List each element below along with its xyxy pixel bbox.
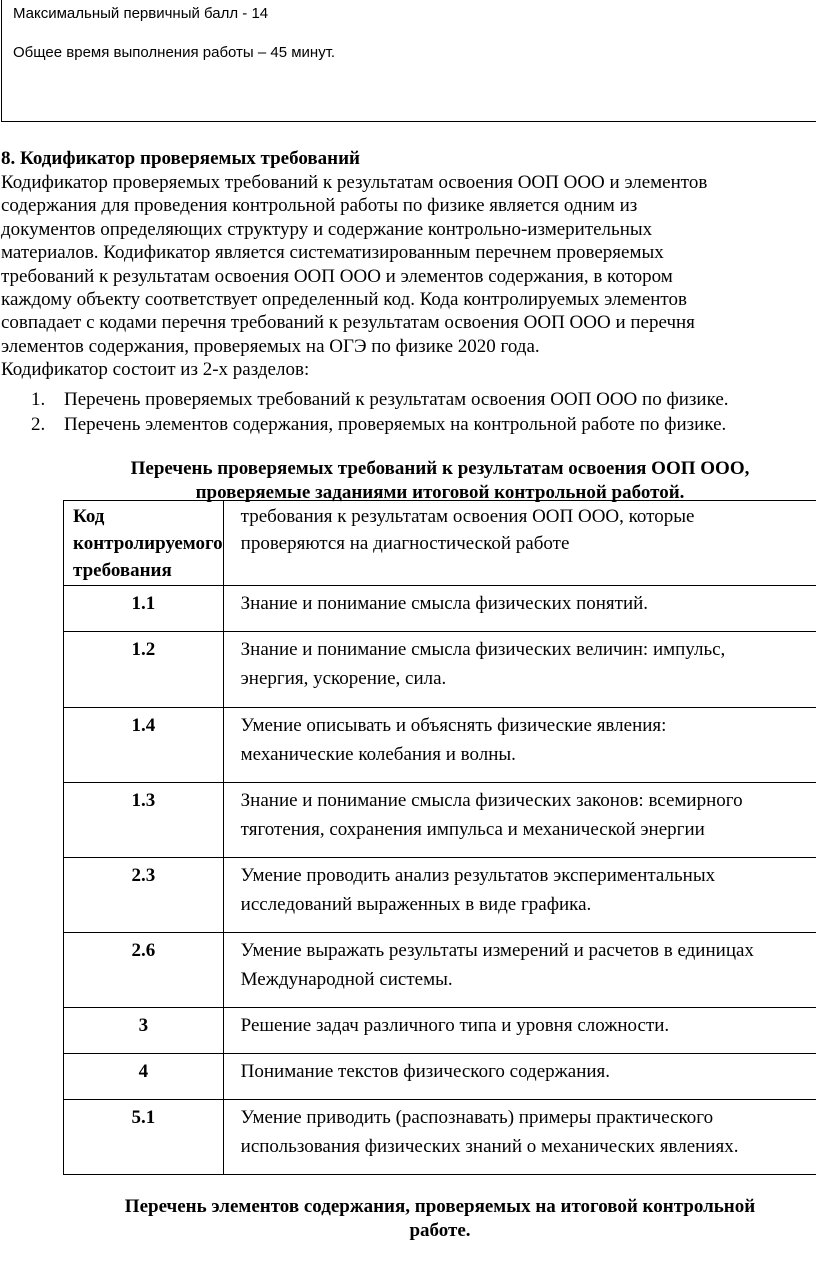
- code-cell: [64, 858, 224, 933]
- code-value: 1.2: [131, 639, 156, 660]
- code-cell: [64, 1008, 224, 1054]
- table-row: [64, 1100, 816, 1175]
- code-value: 2.3: [131, 865, 156, 886]
- table-row: [64, 632, 816, 708]
- header-code-line: требования: [73, 560, 172, 581]
- total-time-text: Общее время выполнения работы – 45 минут.: [13, 44, 336, 61]
- code-value: 1.1: [131, 593, 156, 614]
- paragraph-line: материалов. Кодификатор является систематизированным перечнем проверяемых: [1, 242, 664, 264]
- code-cell: [64, 1100, 224, 1175]
- desc-line: энергия, ускорение, сила.: [240, 668, 447, 689]
- code-value: 4: [138, 1061, 149, 1082]
- desc-cell: [223, 1100, 816, 1175]
- content-list-title: [40, 1195, 816, 1243]
- header-code-line: контролируемого: [73, 533, 223, 554]
- desc-cell: [223, 933, 816, 1008]
- header-code-line: Код: [73, 506, 105, 527]
- paragraph-line: каждому объекту соответствует определенный код. Кода контролируемых элементов: [1, 289, 687, 311]
- desc-cell: [223, 1008, 816, 1054]
- table-row: [64, 1008, 816, 1054]
- paragraph-line: Кодификатор проверяемых требований к результатам освоения ООП ООО и элементов: [1, 172, 708, 193]
- table-row: [64, 586, 816, 632]
- table-header-row: [64, 501, 816, 586]
- desc-line: Решение задач различного типа и уровня сложности.: [240, 1015, 670, 1036]
- desc-line: Международной системы.: [240, 969, 453, 990]
- codifier-paragraph: [1, 171, 816, 382]
- table-row: [64, 708, 816, 783]
- desc-line: Умение описывать и объяснять физические явления:: [240, 715, 667, 736]
- paragraph-line: совпадает с кодами перечня требований к результатам освоения ООП ООО и перечня: [1, 312, 695, 334]
- desc-cell: [223, 858, 816, 933]
- desc-cell: [223, 632, 816, 708]
- desc-cell: [223, 586, 816, 632]
- list-text: Перечень элементов содержания, проверяемых на контрольной работе по физике.: [64, 414, 727, 435]
- header-desc-line: требования к результатам освоения ООП ООО, которые: [240, 506, 695, 527]
- max-score-text: Максимальный первичный балл - 14: [13, 5, 269, 22]
- list-number: 1.: [31, 389, 46, 410]
- desc-line: Знание и понимание смысла физических величин: импульс,: [240, 639, 726, 660]
- table-row: [64, 933, 816, 1008]
- code-value: 1.3: [131, 790, 156, 811]
- desc-line: Знание и понимание смысла физических понятий.: [240, 593, 649, 614]
- table-row: [64, 1054, 816, 1100]
- content-list-title-line: работе.: [409, 1220, 471, 1241]
- paragraph-line: содержания для проведения контрольной работы по физике является одним из: [1, 195, 638, 217]
- code-cell: [64, 632, 224, 708]
- table-row: [64, 858, 816, 933]
- code-cell: [64, 783, 224, 858]
- desc-line: механические колебания и волны.: [240, 744, 516, 765]
- list-text: Перечень проверяемых требований к результатам освоения ООП ООО по физике.: [64, 389, 729, 410]
- code-cell: [64, 1054, 224, 1100]
- paragraph-line: требований к результатам освоения ООП ООО и элементов содержания, в котором: [1, 265, 673, 287]
- desc-line: тяготения, сохранения импульса и механической энергии: [240, 819, 705, 840]
- table-title-line-2: проверяемые заданиями итоговой контрольной работой.: [195, 482, 685, 503]
- desc-line: исследований выраженных в виде графика.: [240, 894, 592, 915]
- header-desc-line: проверяются на диагностической работе: [240, 533, 570, 554]
- code-cell: [64, 708, 224, 783]
- code-value: 2.6: [131, 940, 156, 961]
- desc-cell: [223, 708, 816, 783]
- desc-line: Умение приводить (распознавать) примеры практического: [240, 1107, 714, 1128]
- section-title: 8. Кодификатор проверяемых требований: [1, 148, 360, 169]
- paragraph-line: документов определяющих структуру и содержание контрольно-измерительных: [1, 218, 653, 240]
- desc-line: Понимание текстов физического содержания.: [240, 1061, 611, 1082]
- desc-line: Умение выражать результаты измерений и расчетов в единицах: [240, 940, 754, 961]
- header-code-cell: [64, 501, 224, 586]
- table-row: [64, 783, 816, 858]
- desc-line: Знание и понимание смысла физических законов: всемирного: [240, 790, 743, 811]
- header-desc-cell: [223, 501, 816, 586]
- code-value: 5.1: [131, 1107, 156, 1128]
- list-number: 2.: [31, 414, 46, 435]
- requirements-table: [63, 500, 816, 1175]
- paragraph-line: элементов содержания, проверяемых на ОГЭ по физике 2020 года.: [1, 335, 540, 357]
- table-title-line-1: Перечень проверяемых требований к результатам освоения ООП ООО,: [130, 458, 750, 479]
- code-value: 1.4: [131, 715, 156, 736]
- desc-cell: [223, 783, 816, 858]
- paragraph-line: Кодификатор состоит из 2-х разделов:: [1, 359, 310, 381]
- code-cell: [64, 933, 224, 1008]
- desc-line: Умение проводить анализ результатов экспериментальных: [240, 865, 716, 886]
- desc-cell: [223, 1054, 816, 1100]
- code-cell: [64, 586, 224, 632]
- content-list-title-line: Перечень элементов содержания, проверяемых на итоговой контрольной: [124, 1196, 756, 1217]
- code-value: 3: [138, 1015, 149, 1036]
- desc-line: использования физических знаний о механических явлениях.: [240, 1136, 739, 1157]
- summary-box: [1, 0, 816, 122]
